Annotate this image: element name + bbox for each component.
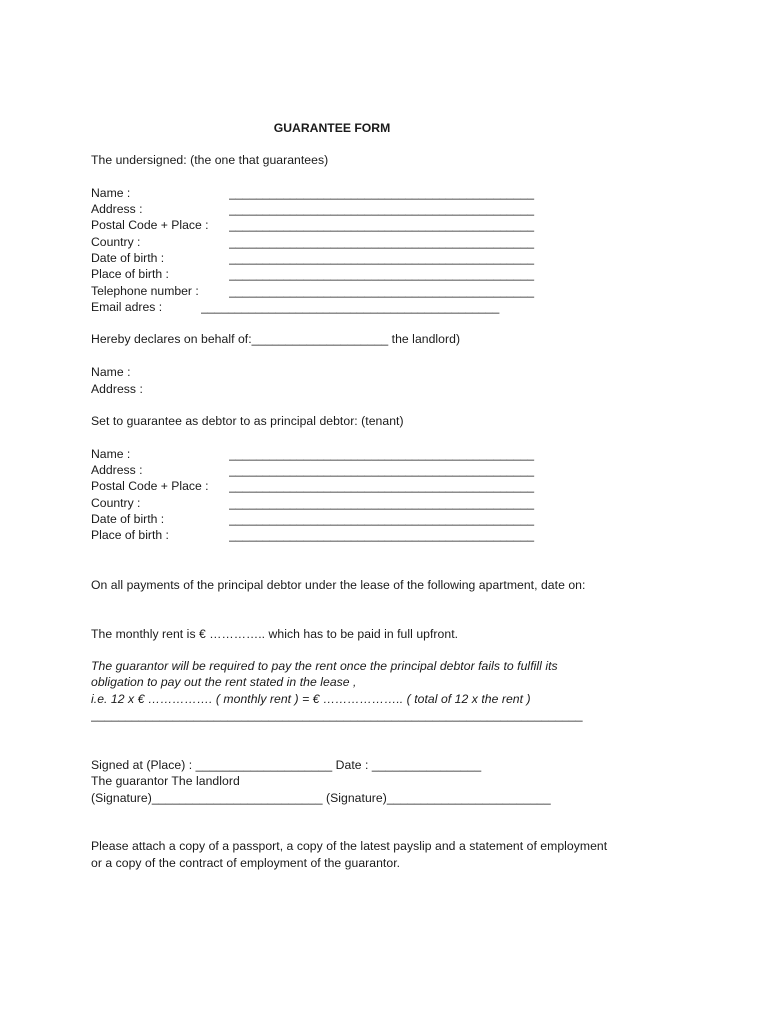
tenant-country-row: [91, 495, 543, 511]
field-label: Postal Code + Place :: [91, 218, 209, 232]
field-label: Place of birth :: [91, 267, 169, 281]
guarantor-phone-row: [91, 283, 543, 299]
tenant-dob-row: [91, 511, 543, 527]
fill-line: _____________________________________________: [229, 528, 535, 542]
field-label: Date of birth :: [91, 512, 165, 526]
guarantor-name-row: [91, 185, 543, 201]
tenant-name-row: [91, 446, 543, 462]
fill-line: _____________________________________________: [229, 463, 535, 477]
guarantor-pob-row: [91, 266, 543, 282]
guarantor-postal-row: [91, 217, 543, 233]
fill-line: _____________________________________________: [229, 202, 535, 216]
page-title: GUARANTEE FORM: [273, 121, 391, 135]
landlord-name-label: Name :: [91, 365, 131, 379]
field-label: Name :: [91, 186, 131, 200]
signed-at-line: Signed at (Place) : ____________________ Date : ________________: [91, 758, 482, 772]
guarantor-email-row: [91, 299, 543, 315]
field-label: Address :: [91, 202, 143, 216]
tenant-pob-row: [91, 527, 543, 543]
field-label: Email adres :: [91, 300, 163, 314]
fill-line: _____________________________________________: [229, 235, 535, 249]
guarantor-address-row: [91, 201, 543, 217]
declares-line: Hereby declares on behalf of:____________________ the landlord): [91, 332, 461, 346]
fill-line: _____________________________________________: [229, 447, 535, 461]
field-label: Country :: [91, 235, 141, 249]
tenant-intro: Set to guarantee as debtor to as principal debtor: (tenant): [91, 414, 404, 428]
fill-line: _____________________________________________: [229, 251, 535, 265]
guarantor-obligation-line-3: i.e. 12 x € ……………. ( monthly rent ) = € ……………….. ( total of 12 x the rent ): [91, 692, 531, 706]
signature-line: (Signature)_________________________ (Signature)________________________: [91, 791, 551, 805]
rent-line: The monthly rent is € ………….. which has to be paid in full upfront.: [91, 627, 459, 641]
fill-line: ____________________________________________: [201, 300, 500, 314]
fill-line: _____________________________________________: [229, 284, 535, 298]
field-label: Name :: [91, 447, 131, 461]
guarantor-dob-row: [91, 250, 543, 266]
roles-line: The guarantor The landlord: [91, 774, 240, 788]
field-label: Telephone number :: [91, 284, 199, 298]
fill-line: _____________________________________________: [229, 496, 535, 510]
guarantor-obligation-line-1: The guarantor will be required to pay the rent once the principal debtor fails to fulfill its: [91, 659, 558, 673]
fill-line: _____________________________________________: [229, 218, 535, 232]
field-label: Date of birth :: [91, 251, 165, 265]
payments-line: On all payments of the principal debtor under the lease of the following apartment, date on:: [91, 578, 586, 592]
long-fill-line: ________________________________________________________________________: [91, 708, 583, 722]
intro-text: The undersigned: (the one that guarantees): [91, 153, 329, 167]
field-label: Place of birth :: [91, 528, 169, 542]
landlord-address-label: Address :: [91, 382, 143, 396]
field-label: Address :: [91, 463, 143, 477]
fill-line: _____________________________________________: [229, 479, 535, 493]
fill-line: _____________________________________________: [229, 267, 535, 281]
attachment-note-line-2: or a copy of the contract of employment of the guarantor.: [91, 856, 401, 870]
fill-line: _____________________________________________: [229, 512, 535, 526]
fill-line: _____________________________________________: [229, 186, 535, 200]
field-label: Postal Code + Place :: [91, 479, 209, 493]
field-label: Country :: [91, 496, 141, 510]
guarantor-country-row: [91, 234, 543, 250]
tenant-postal-row: [91, 478, 543, 494]
attachment-note-line-1: Please attach a copy of a passport, a copy of the latest payslip and a statement of employment: [91, 839, 608, 853]
tenant-address-row: [91, 462, 543, 478]
guarantor-obligation-line-2: obligation to pay out the rent stated in the lease ,: [91, 675, 357, 689]
